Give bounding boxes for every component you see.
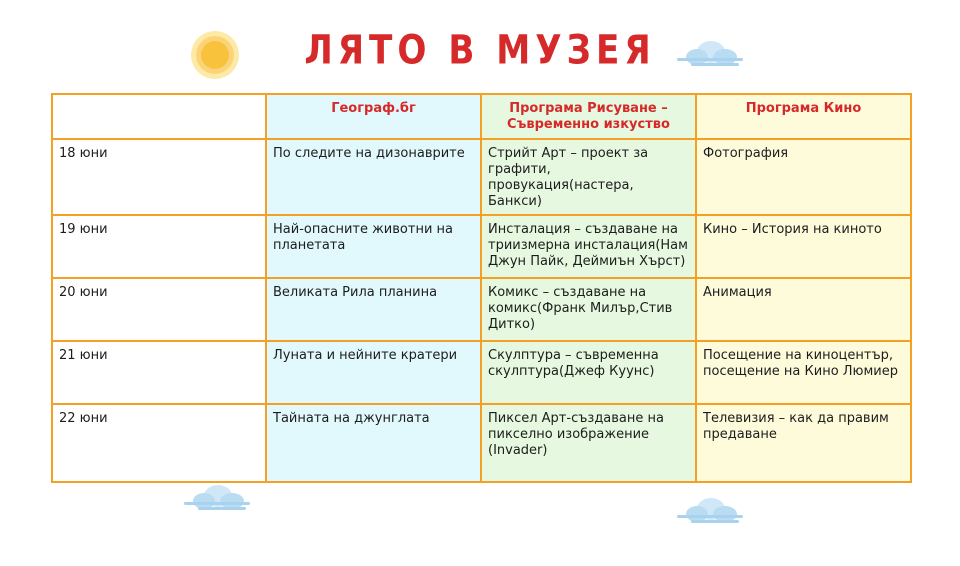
cloud-icon [180,482,252,512]
drawing-cell: Инсталация – създаване на триизмерна инсталация(Нам Джун Пайк, Деймиън Хърст) [481,215,696,278]
header-drawing-program: Програма Рисуване – Съвременно изкуство [481,94,696,139]
header-empty-cell [52,94,266,139]
cinema-cell: Фотография [696,139,911,215]
table-row [52,215,911,278]
table-header-row [52,94,911,139]
table-row [52,278,911,341]
drawing-cell: Стрийт Арт – проект за графити, провукация(настера, Банкси) [481,139,696,215]
schedule-table [51,93,912,483]
cinema-cell: Телевизия – как да правим предаване [696,404,911,482]
cinema-cell: Посещение на киноцентър, посещение на Кино Люмиер [696,341,911,404]
date-cell: 22 юни [52,404,266,482]
page-title: ЛЯТО В МУЗЕЯ [304,26,656,74]
cloud-icon [673,495,745,525]
drawing-cell: Комикс – създаване на комикс(Франк Милър,Стив Дитко) [481,278,696,341]
drawing-cell: Пиксел Арт-създаване на пикселно изображение (Invader) [481,404,696,482]
geograf-cell: Тайната на джунглата [266,404,481,482]
geograf-cell: Най-опасните животни на планетата [266,215,481,278]
date-cell: 19 юни [52,215,266,278]
geograf-cell: По следите на дизонаврите [266,139,481,215]
header-geograf: Географ.бг [266,94,481,139]
drawing-cell: Скулптура – съвременна скулптура(Джеф Куунс) [481,341,696,404]
header-cinema-program: Програма Кино [696,94,911,139]
cinema-cell: Анимация [696,278,911,341]
cinema-cell: Кино – История на киното [696,215,911,278]
date-cell: 20 юни [52,278,266,341]
table-row [52,341,911,404]
date-cell: 21 юни [52,341,266,404]
table-row [52,139,911,215]
geograf-cell: Великата Рила планина [266,278,481,341]
geograf-cell: Луната и нейните кратери [266,341,481,404]
table-row [52,404,911,482]
date-cell: 18 юни [52,139,266,215]
